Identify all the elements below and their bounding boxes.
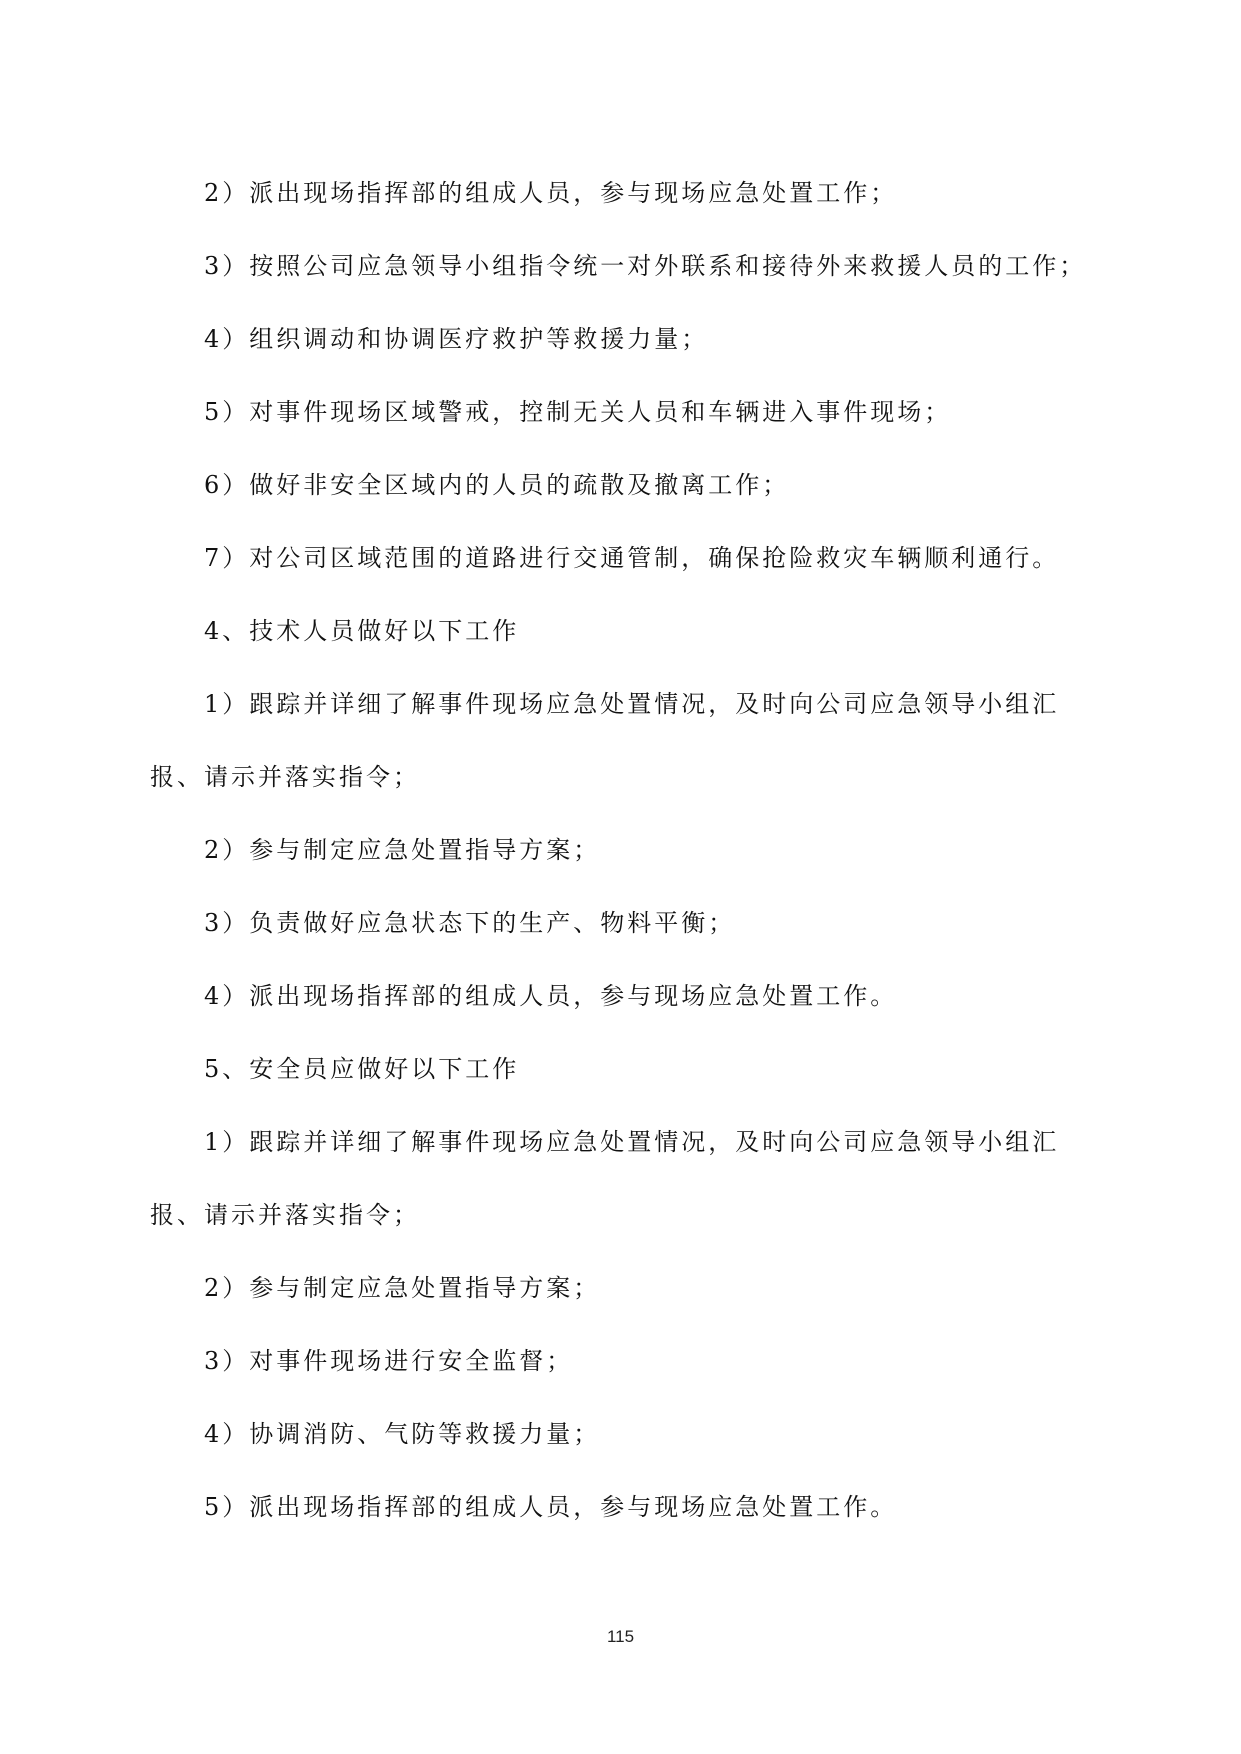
paragraph: 4）派出现场指挥部的组成人员，参与现场应急处置工作。 [204, 982, 898, 1010]
paragraph: 5）派出现场指挥部的组成人员，参与现场应急处置工作。 [204, 1493, 898, 1521]
paragraph: 1）跟踪并详细了解事件现场应急处置情况，及时向公司应急领导小组汇 [204, 1128, 1060, 1156]
paragraph: 3）对事件现场进行安全监督； [204, 1347, 574, 1375]
paragraph: 6）做好非安全区域内的人员的疏散及撤离工作； [204, 471, 790, 499]
paragraph-continuation: 报、请示并落实指令； [150, 1201, 420, 1229]
paragraph: 5）对事件现场区域警戒，控制无关人员和车辆进入事件现场； [204, 398, 952, 426]
paragraph: 2）参与制定应急处置指导方案； [204, 836, 601, 864]
paragraph: 7）对公司区域范围的道路进行交通管制，确保抢险救灾车辆顺利通行。 [204, 544, 1060, 572]
paragraph: 2）参与制定应急处置指导方案； [204, 1274, 601, 1302]
paragraph-continuation: 报、请示并落实指令； [150, 763, 420, 791]
paragraph: 3）按照公司应急领导小组指令统一对外联系和接待外来救援人员的工作； [204, 252, 1087, 280]
paragraph: 1）跟踪并详细了解事件现场应急处置情况，及时向公司应急领导小组汇 [204, 690, 1060, 718]
section-heading: 4、技术人员做好以下工作 [204, 617, 520, 645]
paragraph: 3）负责做好应急状态下的生产、物料平衡； [204, 909, 736, 937]
document-body [150, 157, 1100, 1544]
paragraph: 4）组织调动和协调医疗救护等救援力量； [204, 325, 709, 353]
section-heading: 5、安全员应做好以下工作 [204, 1055, 520, 1083]
paragraph: 4）协调消防、气防等救援力量； [204, 1420, 601, 1448]
page-number: 115 [606, 1627, 635, 1646]
paragraph: 2）派出现场指挥部的组成人员，参与现场应急处置工作； [204, 179, 898, 207]
